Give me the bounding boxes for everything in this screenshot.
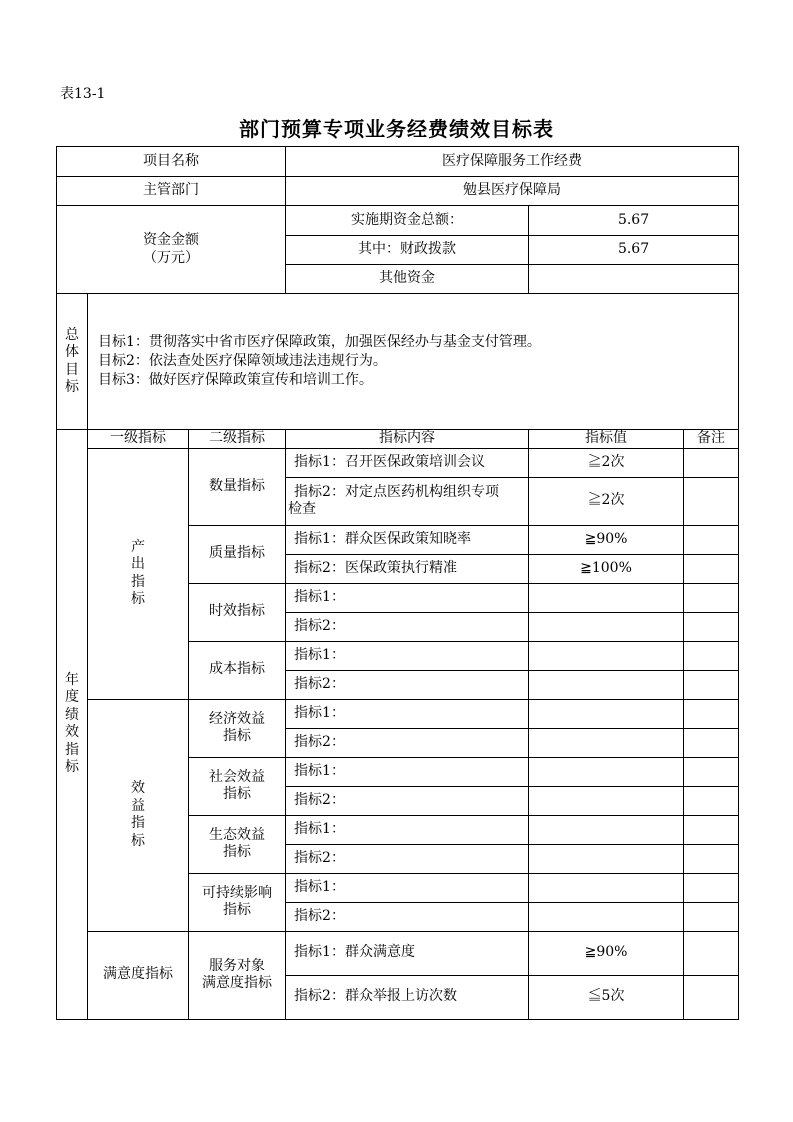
indicator-content: 指标1：群众满意度	[286, 931, 529, 975]
annual-label-char: 指	[65, 741, 79, 758]
header-level1: 一级指标	[88, 430, 189, 449]
overall-goals-row	[57, 294, 739, 430]
sustainable-impact-line2: 指标	[223, 902, 252, 918]
header-note: 备注	[684, 430, 739, 449]
header-content: 指标内容	[286, 430, 529, 449]
indicator-content: 指标1：	[286, 641, 529, 670]
timeliness-indicator-label: 时效指标	[189, 583, 286, 641]
indicator-value	[529, 873, 684, 902]
indicator-content: 指标2：	[286, 902, 529, 931]
indicator-value: ≧90%	[529, 525, 684, 554]
output-indicators-label	[88, 448, 189, 699]
indicator-content: 指标2：医保政策执行精准	[286, 554, 529, 583]
indicator-note	[684, 786, 739, 815]
funds-label-line2: （万元）	[143, 249, 200, 266]
indicator-content: 指标1：召开医保政策培训会议	[286, 448, 529, 477]
goal-item: 目标2：依法查处医疗保障领域违法违规行为。	[98, 353, 387, 370]
indicator-note	[684, 728, 739, 757]
funds-other-label: 其他资金	[286, 265, 529, 294]
ecological-benefit-label	[189, 815, 286, 873]
indicator-content: 指标2：	[286, 844, 529, 873]
indicator-row	[57, 699, 739, 728]
indicator-content: 指标1：	[286, 815, 529, 844]
goal-item: 目标3：做好医疗保障政策宣传和培训工作。	[98, 371, 373, 388]
sustainable-impact-line1: 可持续影响	[202, 884, 273, 901]
indicator-row	[57, 448, 739, 477]
funds-total-value: 5.67	[529, 206, 739, 236]
indicator-content: 指标2：	[286, 612, 529, 641]
funds-other-value	[529, 265, 739, 294]
project-name-row	[57, 147, 739, 177]
indicator-value	[529, 757, 684, 786]
output-label-char: 指	[131, 573, 145, 590]
service-satisfaction-line2: 满意度指标	[202, 975, 273, 991]
indicator-note	[684, 612, 739, 641]
economic-benefit-line2: 指标	[223, 728, 252, 744]
cost-indicator-label: 成本指标	[189, 641, 286, 699]
indicator-content: 指标2：	[286, 670, 529, 699]
funds-total-row	[57, 206, 739, 236]
indicator-value	[529, 612, 684, 641]
output-label-char: 出	[131, 556, 145, 572]
project-name-value: 医疗保障服务工作经费	[286, 147, 739, 177]
benefit-label-char: 益	[131, 797, 145, 814]
indicator-content: 指标1：	[286, 873, 529, 902]
indicator-row	[57, 931, 739, 975]
overall-goals-text	[88, 294, 739, 430]
indicator-note	[684, 815, 739, 844]
indicator-content-line1: 指标2：对定点医药机构组织专项	[294, 483, 499, 500]
department-value: 勉县医疗保障局	[286, 177, 739, 206]
indicator-note	[684, 554, 739, 583]
economic-benefit-label	[189, 699, 286, 757]
indicator-note	[684, 873, 739, 902]
benefit-label-char: 效	[131, 780, 145, 796]
benefit-label-char: 标	[131, 832, 145, 849]
indicator-value	[529, 815, 684, 844]
indicator-content: 指标1：	[286, 757, 529, 786]
overall-label-char: 标	[65, 379, 79, 395]
quality-indicator-label: 质量指标	[189, 525, 286, 583]
indicator-value: ≦5次	[529, 975, 684, 1019]
annual-label-char: 标	[65, 759, 79, 776]
annual-label-char: 绩	[65, 706, 79, 723]
economic-benefit-line1: 经济效益	[209, 710, 266, 727]
indicator-note	[684, 448, 739, 477]
satisfaction-indicators-label: 满意度指标	[88, 931, 189, 1019]
indicator-content	[286, 477, 529, 525]
indicator-content: 指标2：	[286, 786, 529, 815]
indicator-note	[684, 641, 739, 670]
department-label: 主管部门	[57, 177, 286, 206]
indicator-note	[684, 844, 739, 873]
overall-goals-label	[57, 294, 88, 430]
indicator-content: 指标1：群众医保政策知晓率	[286, 525, 529, 554]
indicator-content: 指标1：	[286, 699, 529, 728]
indicator-content: 指标2：	[286, 728, 529, 757]
document-title: 部门预算专项业务经费绩效目标表	[239, 117, 554, 141]
goal-item: 目标1：贯彻落实中省市医疗保障政策，加强医保经办与基金支付管理。	[98, 334, 541, 351]
indicator-header-row	[57, 430, 739, 449]
indicator-note	[684, 477, 739, 525]
indicator-note	[684, 757, 739, 786]
indicator-value: ≧100%	[529, 554, 684, 583]
funds-fiscal-value: 5.67	[529, 236, 739, 265]
indicator-note	[684, 670, 739, 699]
benefit-label-char: 指	[131, 815, 145, 831]
overall-label-char: 体	[65, 344, 79, 360]
output-label-char: 产	[131, 538, 145, 555]
indicator-note	[684, 699, 739, 728]
ecological-benefit-line1: 生态效益	[209, 826, 266, 843]
quantity-indicator-label: 数量指标	[189, 448, 286, 525]
indicator-value	[529, 641, 684, 670]
annual-label-char: 度	[65, 689, 79, 706]
annual-label-char: 效	[65, 724, 79, 741]
header-value: 指标值	[529, 430, 684, 449]
indicator-value: ≧90%	[529, 931, 684, 975]
indicator-content: 指标1：	[286, 583, 529, 612]
funds-label	[57, 206, 286, 294]
header-level2: 二级指标	[189, 430, 286, 449]
performance-target-table	[56, 146, 739, 1020]
social-benefit-line2: 指标	[223, 786, 252, 802]
indicator-value: ≧2次	[529, 448, 684, 477]
output-label-char: 标	[131, 591, 145, 607]
indicator-note	[684, 975, 739, 1019]
indicator-value	[529, 844, 684, 873]
indicator-value: ≧2次	[529, 477, 684, 525]
overall-label-char: 目	[65, 361, 79, 378]
indicator-note	[684, 902, 739, 931]
social-benefit-label	[189, 757, 286, 815]
annual-indicators-label	[57, 430, 88, 1020]
indicator-content-line2: 检查	[288, 501, 317, 517]
department-row	[57, 177, 739, 206]
table-number-label: 表13-1	[60, 86, 106, 102]
indicator-note	[684, 525, 739, 554]
funds-total-label: 实施期资金总额：	[286, 206, 529, 236]
service-satisfaction-line1: 服务对象	[209, 957, 266, 974]
indicator-value	[529, 670, 684, 699]
indicator-value	[529, 728, 684, 757]
project-name-label: 项目名称	[57, 147, 286, 177]
overall-label-char: 总	[65, 326, 79, 343]
indicator-note	[684, 931, 739, 975]
annual-label-char: 年	[65, 671, 79, 688]
indicator-value	[529, 786, 684, 815]
indicator-value	[529, 699, 684, 728]
ecological-benefit-line2: 指标	[223, 844, 252, 860]
indicator-content: 指标2：群众举报上访次数	[286, 975, 529, 1019]
sustainable-impact-label	[189, 873, 286, 931]
funds-fiscal-label: 其中：财政拨款	[286, 236, 529, 265]
indicator-value	[529, 583, 684, 612]
service-satisfaction-label	[189, 931, 286, 1019]
benefit-indicators-label	[88, 699, 189, 931]
funds-label-line1: 资金金额	[143, 232, 200, 248]
social-benefit-line1: 社会效益	[209, 768, 266, 785]
indicator-value	[529, 902, 684, 931]
indicator-note	[684, 583, 739, 612]
